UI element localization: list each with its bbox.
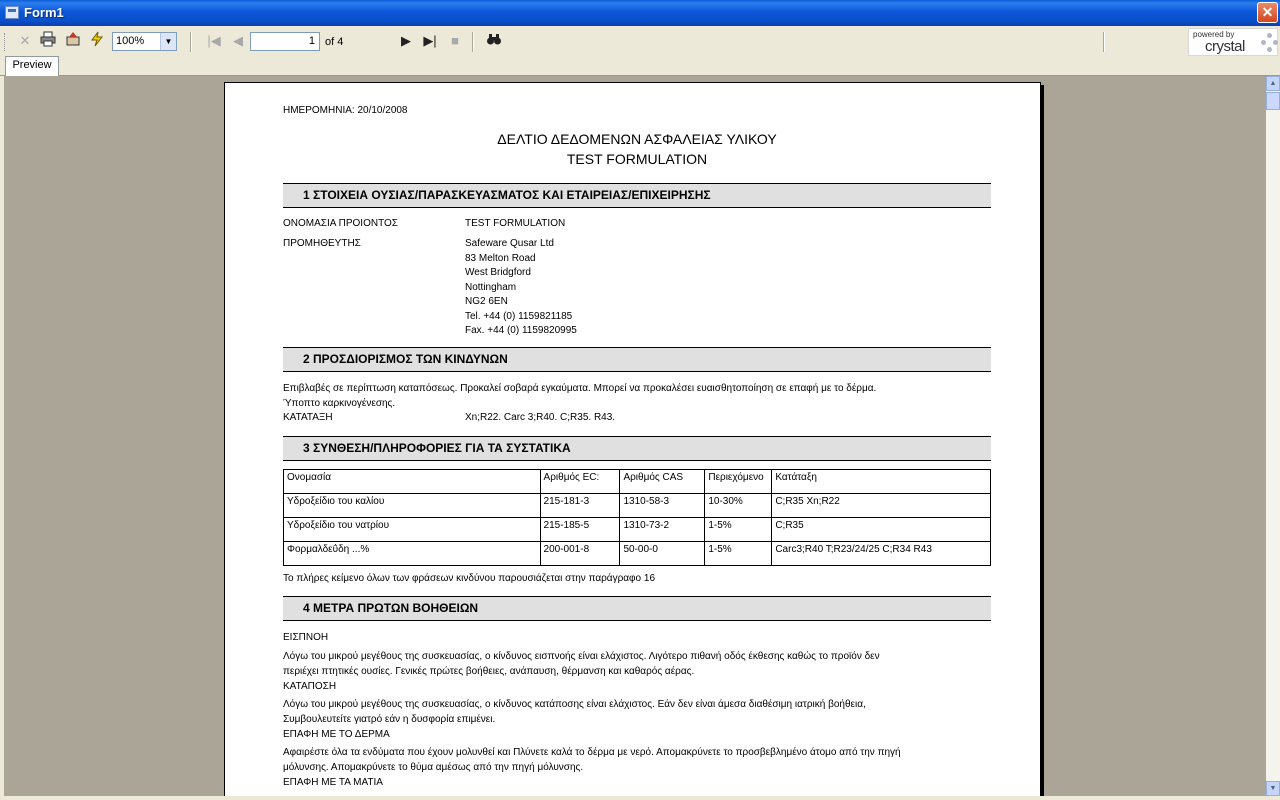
eye-contact-label: ΕΠΑΦΗ ΜΕ ΤΑ ΜΑΤΙΑ [283,777,383,788]
toolbar-separator [1103,32,1105,52]
product-name-label: ΟΝΟΜΑΣΙΑ ΠΡΟΙΟΝΤΟΣ [283,218,398,229]
column-header: Ονομασία [284,470,541,494]
tab-strip [0,56,1280,76]
column-header: Αριθμός CAS [620,470,705,494]
table-cell: 50-00-0 [620,542,705,566]
stop-icon[interactable]: ■ [451,33,459,48]
column-header: Αριθμός EC: [540,470,620,494]
search-binoculars-icon[interactable] [484,31,504,51]
vertical-scrollbar[interactable] [1266,76,1280,796]
next-page-icon[interactable]: ▶ [401,33,411,48]
inhalation-text: Λόγω του μικρού μεγέθους της συσκευασίας, ο κίνδυνος εισπνοής είναι ελάχιστος. Λιγότερο πιθανή οδός έκθεσης καθώς το προϊόν δεν [283,651,880,662]
supplier-label: ΠΡΟΜΗΘΕΥΤΗΣ [283,238,361,249]
logo-dot [1267,47,1272,52]
table-cell: 1310-58-3 [620,494,705,518]
section-2-heading: 2 ΠΡΟΣΔΙΟΡΙΣΜΟΣ ΤΩΝ ΚΙΝΔΥΝΩΝ [283,347,991,372]
table-header-row [284,470,991,494]
hazard-text: Επιβλαβές σε περίπτωση καταπόσεως. Προκαλεί σοβαρά εγκαύματα. Μπορεί να προκαλέσει ευαισθητοποίηση σε επαφή με το δέρμα. [283,383,877,394]
column-header: Περιεχόμενο [705,470,772,494]
table-cell: C;R35 [772,518,991,542]
report-title-line1: ΔΕΛΤΙΟ ΔΕΔΟΜΕΝΩΝ ΑΣΦΑΛΕΙΑΣ ΥΛΙΚΟΥ [497,131,777,147]
table-row [284,494,991,518]
table-cell: 1310-73-2 [620,518,705,542]
product-name-value: TEST FORMULATION [465,218,566,229]
supplier-line: Nottingham [465,281,517,293]
page-count-label: of 4 [325,36,344,48]
report-title [283,129,991,169]
close-button[interactable]: ✕ [1257,2,1278,23]
report-page [224,82,1041,796]
table-row [284,542,991,566]
window-title: Form1 [24,5,64,20]
toolbar [0,26,1280,56]
table-cell: C;R35 Xn;R22 [772,494,991,518]
table-cell: Φορμαλδεΰδη ...% [284,542,541,566]
supplier-line: NG2 6EN [465,296,508,307]
supplier-line: Fax. +44 (0) 1159820995 [465,325,577,336]
composition-table [283,469,991,566]
logo-powered-by: powered by [1193,30,1235,39]
chevron-down-icon[interactable]: ▼ [160,33,176,50]
table-cell: 1-5% [705,518,772,542]
toolbar-separator [190,32,192,52]
classification-label: ΚΑΤΑΤΑΞΗ [283,412,333,423]
section-1-heading: 1 ΣΤΟΙΧΕΙΑ ΟΥΣΙΑΣ/ΠΑΡΑΣΚΕΥΑΣΜΑΤΟΣ ΚΑΙ ΕΤΑΙΡΕΙΑΣ/ΕΠΙΧΕΙΡΗΣΗΣ [283,183,991,208]
table-cell: Carc3;R40 T;R23/24/25 C;R34 R43 [772,542,991,566]
print-icon[interactable] [38,31,58,51]
ingestion-label: ΚΑΤΑΠΟΣΗ [283,681,337,692]
table-cell: Υδροξείδιο του καλίου [284,494,541,518]
table-cell: 10-30% [705,494,772,518]
table-cell: 215-185-5 [540,518,620,542]
last-page-icon[interactable]: ▶| [423,33,437,48]
toolbar-grip [4,33,7,51]
logo-dot [1261,40,1266,45]
page-number-input[interactable]: 1 [250,32,320,51]
zoom-value: 100% [116,35,145,47]
table-cell: 1-5% [705,542,772,566]
hazard-text: Ύποπτο καρκινογένεσης. [283,398,396,409]
close-report-icon[interactable]: ✕ [19,33,31,48]
scroll-up-icon[interactable]: ▲ [1266,76,1280,91]
skin-contact-label: ΕΠΑΦΗ ΜΕ ΤΟ ΔΕΡΜΑ [283,729,390,740]
previous-page-icon[interactable]: ◀ [233,33,243,48]
table-cell: Υδροξείδιο του νατρίου [284,518,541,542]
title-bar [0,0,1280,26]
ingestion-text: Συμβουλευτείτε γιατρό εάν η δυσφορία επιμένει. [283,714,496,725]
crystal-logo [1188,28,1278,56]
composition-note: Το πλήρες κείμενο όλων των φράσεων κινδύνου παρουσιάζεται στην παράγραφο 16 [283,573,656,584]
report-viewer[interactable] [4,76,1266,796]
table-cell: 200-001-8 [540,542,620,566]
refresh-lightning-icon[interactable] [87,31,107,51]
table-cell: 215-181-3 [540,494,620,518]
supplier-line: Safeware Qusar Ltd [465,238,554,249]
report-date: ΗΜΕΡΟΜΗΝΙΑ: 20/10/2008 [283,105,408,116]
scroll-down-icon[interactable]: ▼ [1266,781,1280,796]
table-row [284,518,991,542]
supplier-line: 83 Melton Road [465,252,536,264]
inhalation-text: περιέχει πτητικές ουσίες. Γενικές πρώτες βοήθειες, ανάπαυση, θέρμανση και καθαρός αέρας. [283,666,695,677]
ingestion-text: Λόγω του μικρού μεγέθους της συσκευασίας, ο κίνδυνος κατάποσης είναι ελάχιστος. Εάν δεν είναι άμεσα διαθέσιμη ιατρική βοήθεια, [283,699,866,710]
supplier-line: West Bridgford [465,267,531,278]
supplier-line: Tel. +44 (0) 1159821185 [465,310,573,322]
skin-contact-text: μόλυνσης. Απομακρύνετε το θύμα αμέσως από την πηγή μόλυνσης. [283,762,584,773]
inhalation-label: ΕΙΣΠΝΟΗ [283,632,329,643]
toolbar-separator [472,32,474,52]
classification-value: Xn;R22. Carc 3;R40. C;R35. R43. [465,412,616,423]
logo-crystal: crystal [1205,38,1245,55]
skin-contact-text: Αφαιρέστε όλα τα ενδύματα που έχουν μολυνθεί και Πλύνετε καλά το δέρμα με νερό. Απομακρύνετε το προσβεβλημένο άτομο από την πηγή [283,747,901,758]
zoom-select[interactable] [112,32,177,51]
window-icon [5,6,19,19]
logo-dot [1273,40,1278,45]
report-title-line2: TEST FORMULATION [566,151,708,167]
column-header: Κατάταξη [772,470,991,494]
first-page-icon[interactable]: |◀ [207,33,221,48]
section-4-heading: 4 ΜΕΤΡΑ ΠΡΩΤΩΝ ΒΟΗΘΕΙΩΝ [283,596,991,621]
section-3-heading: 3 ΣΥΝΘΕΣΗ/ΠΛΗΡΟΦΟΡΙΕΣ ΓΙΑ ΤΑ ΣΥΣΤΑΤΙΚΑ [283,436,991,461]
logo-dot [1267,33,1272,38]
tab-preview[interactable]: Preview [5,56,59,76]
scroll-thumb[interactable] [1266,92,1280,110]
export-icon[interactable] [63,31,83,51]
